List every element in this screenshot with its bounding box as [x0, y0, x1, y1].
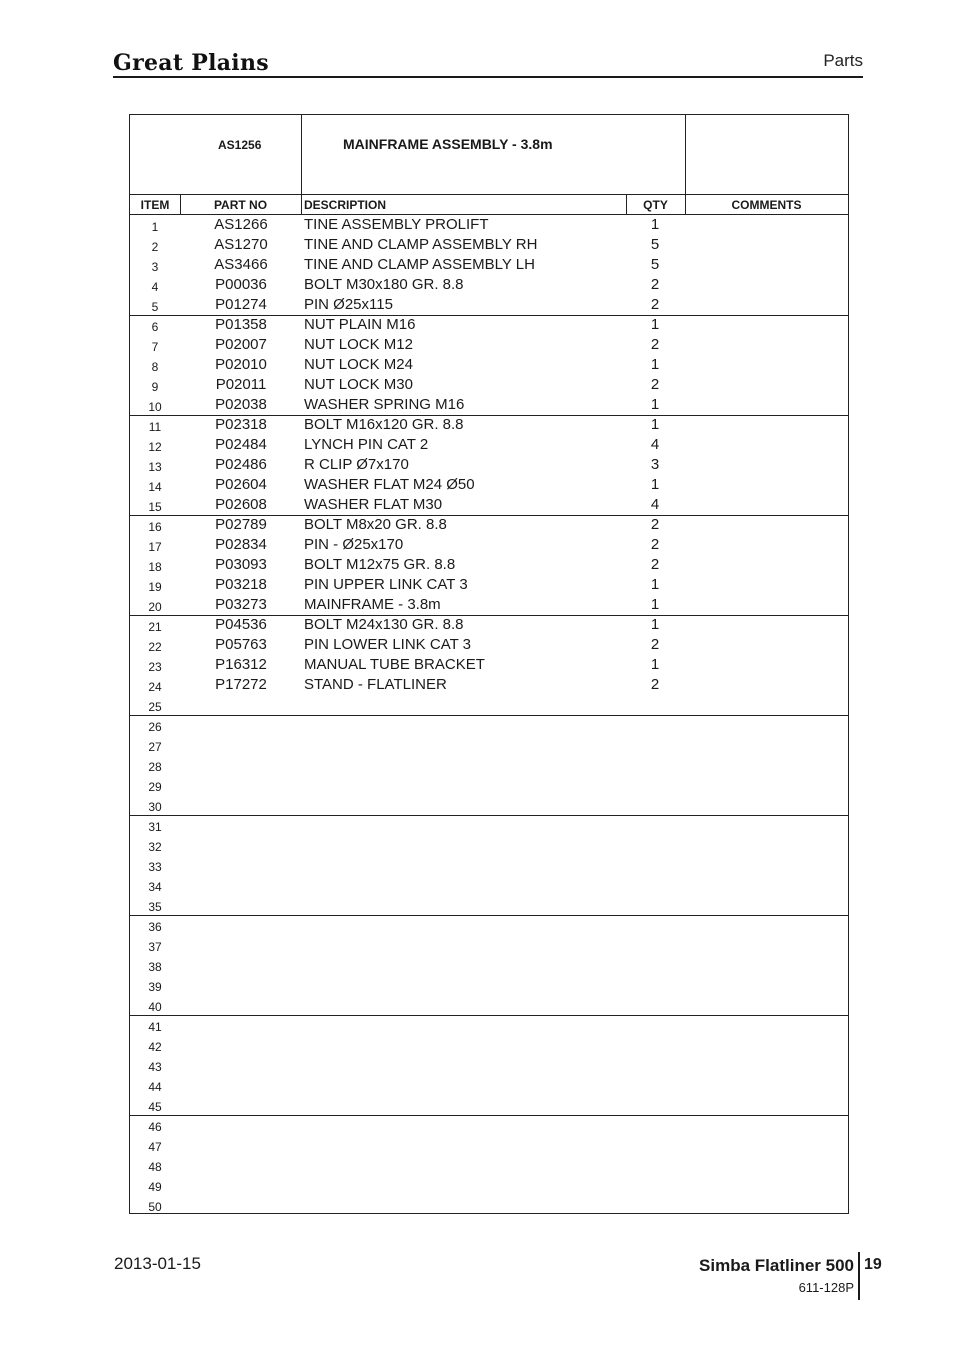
cell-part: AS3466 — [214, 256, 268, 273]
table-row — [130, 935, 848, 955]
cell-item: 7 — [151, 340, 159, 354]
cell-item: 36 — [148, 920, 162, 934]
cell-qty: 4 — [650, 436, 660, 453]
cell-qty: 5 — [650, 256, 660, 273]
table-row — [130, 575, 848, 595]
cell-item: 10 — [148, 400, 162, 414]
col-qty: QTY — [626, 195, 685, 215]
cell-item: 33 — [148, 860, 162, 874]
cell-desc: MAINFRAME - 3.8m — [304, 596, 441, 613]
cell-item: 6 — [151, 320, 159, 334]
cell-item: 48 — [148, 1160, 162, 1174]
cell-item: 27 — [148, 740, 162, 754]
cell-desc: BOLT M8x20 GR. 8.8 — [304, 516, 447, 533]
cell-desc: BOLT M24x130 GR. 8.8 — [304, 616, 464, 633]
table-row — [130, 235, 848, 255]
cell-item: 20 — [148, 600, 162, 614]
table-row — [130, 215, 848, 235]
col-comments: COMMENTS — [685, 195, 848, 215]
cell-item: 12 — [148, 440, 162, 454]
cell-item: 43 — [148, 1060, 162, 1074]
cell-item: 49 — [148, 1180, 162, 1194]
cell-item: 19 — [148, 580, 162, 594]
table-row — [130, 515, 848, 535]
assembly-header — [130, 115, 848, 195]
cell-desc: TINE AND CLAMP ASSEMBLY LH — [304, 256, 535, 273]
cell-qty: 1 — [650, 576, 660, 593]
cell-item: 42 — [148, 1040, 162, 1054]
cell-item: 14 — [148, 480, 162, 494]
cell-part: P04536 — [215, 616, 267, 633]
cell-qty: 1 — [650, 616, 660, 633]
cell-desc: BOLT M16x120 GR. 8.8 — [304, 416, 464, 433]
table-row — [130, 555, 848, 575]
cell-qty: 1 — [650, 416, 660, 433]
table-row — [130, 915, 848, 935]
cell-desc: PIN Ø25x115 — [304, 296, 393, 313]
doc-code: 611-128P — [798, 1280, 854, 1295]
table-row — [130, 795, 848, 815]
table-row — [130, 395, 848, 415]
cell-qty: 2 — [650, 336, 660, 353]
cell-qty: 4 — [650, 496, 660, 513]
cell-part: P01358 — [215, 316, 267, 333]
cell-desc: TINE AND CLAMP ASSEMBLY RH — [304, 236, 538, 253]
cell-qty: 2 — [650, 376, 660, 393]
table-row — [130, 1055, 848, 1075]
cell-desc: PIN LOWER LINK CAT 3 — [304, 636, 471, 653]
cell-item: 18 — [148, 560, 162, 574]
cell-qty: 2 — [650, 636, 660, 653]
table-row — [130, 975, 848, 995]
cell-desc: STAND - FLATLINER — [304, 676, 447, 693]
cell-item: 25 — [148, 700, 162, 714]
table-row — [130, 595, 848, 615]
cell-qty: 1 — [650, 216, 660, 233]
cell-part: P17272 — [215, 676, 267, 693]
cell-item: 34 — [148, 880, 162, 894]
cell-desc: NUT LOCK M30 — [304, 376, 413, 393]
table-row — [130, 1075, 848, 1095]
table-row — [130, 955, 848, 975]
assembly-title: MAINFRAME ASSEMBLY - 3.8m — [343, 136, 553, 152]
page-header — [113, 48, 863, 78]
cell-desc: WASHER SPRING M16 — [304, 396, 465, 413]
cell-item: 50 — [148, 1200, 162, 1214]
table-row — [130, 415, 848, 435]
cell-part: P02010 — [215, 356, 267, 373]
cell-part: P05763 — [215, 636, 267, 653]
cell-item: 38 — [148, 960, 162, 974]
cell-desc: TINE ASSEMBLY PROLIFT — [304, 216, 489, 233]
cell-desc: NUT PLAIN M16 — [304, 316, 416, 333]
cell-item: 30 — [148, 800, 162, 814]
cell-part: AS1270 — [214, 236, 268, 253]
cell-item: 4 — [151, 280, 159, 294]
table-row — [130, 715, 848, 735]
table-row — [130, 1175, 848, 1195]
cell-qty: 5 — [650, 236, 660, 253]
cell-item: 29 — [148, 780, 162, 794]
table-row — [130, 775, 848, 795]
cell-item: 37 — [148, 940, 162, 954]
table-row — [130, 375, 848, 395]
cell-part: P02608 — [215, 496, 267, 513]
cell-item: 44 — [148, 1080, 162, 1094]
col-part-no: PART NO — [180, 195, 301, 215]
cell-item: 40 — [148, 1000, 162, 1014]
cell-part: P01274 — [215, 296, 267, 313]
cell-item: 11 — [148, 420, 162, 434]
table-row — [130, 295, 848, 315]
assembly-code: AS1256 — [218, 138, 262, 152]
cell-item: 22 — [148, 640, 162, 654]
cell-part: P03273 — [215, 596, 267, 613]
cell-part: P00036 — [215, 276, 267, 293]
cell-qty: 2 — [650, 556, 660, 573]
cell-item: 47 — [148, 1140, 162, 1154]
cell-qty: 2 — [650, 296, 660, 313]
cell-item: 13 — [148, 460, 162, 474]
table-row — [130, 815, 848, 835]
cell-desc: PIN UPPER LINK CAT 3 — [304, 576, 468, 593]
table-row — [130, 335, 848, 355]
table-row — [130, 615, 848, 635]
cell-part: P03218 — [215, 576, 267, 593]
cell-item: 23 — [148, 660, 162, 674]
cell-part: P02789 — [215, 516, 267, 533]
cell-qty: 1 — [650, 396, 660, 413]
cell-item: 1 — [151, 220, 159, 234]
cell-desc: NUT LOCK M12 — [304, 336, 413, 353]
table-row — [130, 315, 848, 335]
table-row — [130, 1195, 848, 1215]
cell-qty: 2 — [650, 516, 660, 533]
cell-part: P02604 — [215, 476, 267, 493]
table-row — [130, 855, 848, 875]
cell-qty: 1 — [650, 476, 660, 493]
cell-item: 24 — [148, 680, 162, 694]
cell-item: 31 — [148, 820, 162, 834]
table-row — [130, 695, 848, 715]
table-row — [130, 1155, 848, 1175]
cell-qty: 1 — [650, 316, 660, 333]
cell-item: 41 — [148, 1020, 162, 1034]
table-row — [130, 735, 848, 755]
footer-model: Simba Flatliner 500 — [699, 1256, 854, 1275]
cell-qty: 1 — [650, 596, 660, 613]
table-row — [130, 455, 848, 475]
cell-desc: BOLT M12x75 GR. 8.8 — [304, 556, 456, 573]
cell-item: 9 — [151, 380, 159, 394]
cell-item: 45 — [148, 1100, 162, 1114]
cell-item: 28 — [148, 760, 162, 774]
cell-part: P02486 — [215, 456, 267, 473]
cell-part: P03093 — [215, 556, 267, 573]
table-row — [130, 495, 848, 515]
cell-qty: 2 — [650, 676, 660, 693]
table-row — [130, 1035, 848, 1055]
cell-qty: 2 — [650, 536, 660, 553]
cell-part: P02484 — [215, 436, 267, 453]
table-row — [130, 475, 848, 495]
cell-desc: R CLIP Ø7x170 — [304, 456, 409, 473]
cell-item: 32 — [148, 840, 162, 854]
cell-item: 8 — [151, 360, 159, 374]
col-item: ITEM — [130, 195, 180, 215]
cell-desc: MANUAL TUBE BRACKET — [304, 656, 485, 673]
table-row — [130, 535, 848, 555]
cell-item: 21 — [148, 620, 162, 634]
cell-desc: PIN - Ø25x170 — [304, 536, 404, 553]
cell-item: 3 — [151, 260, 159, 274]
cell-desc: WASHER FLAT M30 — [304, 496, 443, 513]
cell-item: 2 — [151, 240, 159, 254]
table-row — [130, 755, 848, 775]
table-row — [130, 1015, 848, 1035]
cell-part: P16312 — [215, 656, 267, 673]
cell-part: AS1266 — [214, 216, 268, 233]
cell-desc: LYNCH PIN CAT 2 — [304, 436, 429, 453]
table-row — [130, 655, 848, 675]
table-row — [130, 255, 848, 275]
footer-date: 2013-01-15 — [114, 1254, 201, 1273]
cell-item: 35 — [148, 900, 162, 914]
table-row — [130, 435, 848, 455]
cell-item: 15 — [148, 500, 162, 514]
col-description: DESCRIPTION — [301, 195, 626, 215]
table-row — [130, 875, 848, 895]
table-row — [130, 1135, 848, 1155]
cell-part: P02011 — [215, 376, 267, 393]
table-row — [130, 995, 848, 1015]
cell-part: P02038 — [215, 396, 267, 413]
page-number: 19 — [864, 1256, 882, 1273]
cell-qty: 1 — [650, 656, 660, 673]
cell-part: P02834 — [215, 536, 267, 553]
cell-item: 17 — [148, 540, 162, 554]
cell-qty: 2 — [650, 276, 660, 293]
footer-divider — [858, 1252, 860, 1300]
table-row — [130, 835, 848, 855]
cell-item: 16 — [148, 520, 162, 534]
table-row — [130, 675, 848, 695]
parts-table — [129, 114, 849, 1214]
section-label: Parts — [823, 51, 863, 70]
cell-qty: 1 — [650, 356, 660, 373]
cell-item: 39 — [148, 980, 162, 994]
table-row — [130, 275, 848, 295]
cell-qty: 3 — [650, 456, 660, 473]
cell-item: 26 — [148, 720, 162, 734]
cell-desc: NUT LOCK M24 — [304, 356, 413, 373]
table-row — [130, 635, 848, 655]
cell-desc: WASHER FLAT M24 Ø50 — [304, 476, 475, 493]
cell-part: P02007 — [215, 336, 267, 353]
cell-desc: BOLT M30x180 GR. 8.8 — [304, 276, 464, 293]
cell-item: 5 — [151, 300, 159, 314]
table-row — [130, 895, 848, 915]
table-row — [130, 355, 848, 375]
table-row — [130, 1095, 848, 1115]
table-row — [130, 1115, 848, 1135]
cell-item: 46 — [148, 1120, 162, 1134]
cell-part: P02318 — [215, 416, 267, 433]
brand-logo: Great Plains — [113, 50, 269, 76]
